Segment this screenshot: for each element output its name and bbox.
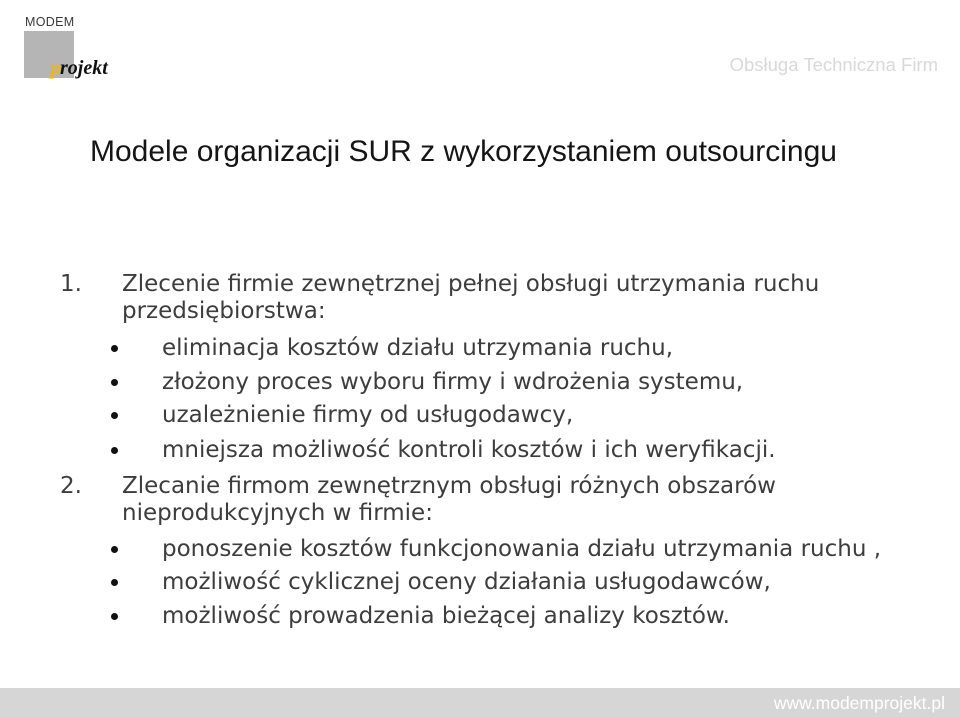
list-item-text: Zlecanie firmom zewnętrznym obsługi różnych obszarów nieprodukcyjnych w firmie: [122, 473, 776, 526]
bullet-text: uzależnienie firmy od usługodawcy, [162, 402, 574, 428]
bullet-icon [111, 579, 118, 586]
bullet-text: eliminacja kosztów działu utrzymania ruchu, [162, 335, 674, 361]
slide-title: Modele organizacji SUR z wykorzystaniem outsourcingu [90, 135, 837, 168]
header-tagline: Obsługa Techniczna Firm [729, 54, 938, 75]
bullet-icon [111, 447, 118, 454]
footer-url: www.modemprojekt.pl [773, 693, 945, 713]
bullet-icon [111, 345, 118, 352]
list-item-text: Zlecenie firmie zewnętrznej pełnej obsługi utrzymania ruchu przedsiębiorstwa: [122, 271, 820, 324]
bullet-row [0, 400, 960, 430]
list-item-number: 2. [60, 473, 82, 499]
bullet-text: złożony proces wyboru firmy i wdrożenia systemu, [162, 369, 744, 395]
footer-bar [0, 688, 960, 717]
bullet-icon [111, 613, 118, 620]
bullet-row [0, 333, 960, 363]
list-item-number: 1. [60, 271, 82, 297]
bullet-text: możliwość cyklicznej oceny działania usługodawców, [162, 569, 771, 595]
logo-top-text: MODEM [25, 15, 75, 29]
bullet-text: ponoszenie kosztów funkcjonowania działu utrzymania ruchu , [162, 536, 882, 562]
bullet-icon [111, 412, 118, 419]
bullet-text: możliwość prowadzenia bieżącej analizy kosztów. [162, 603, 730, 629]
logo-word: projekt [50, 57, 108, 79]
bullet-row [0, 534, 960, 564]
bullet-icon [111, 379, 118, 386]
bullet-row [0, 567, 960, 597]
bullet-row [0, 601, 960, 631]
bullet-text: mniejsza możliwość kontroli kosztów i ich weryfikacji. [162, 437, 776, 463]
bullet-row [0, 435, 960, 465]
bullet-row [0, 367, 960, 397]
bullet-icon [111, 546, 118, 553]
